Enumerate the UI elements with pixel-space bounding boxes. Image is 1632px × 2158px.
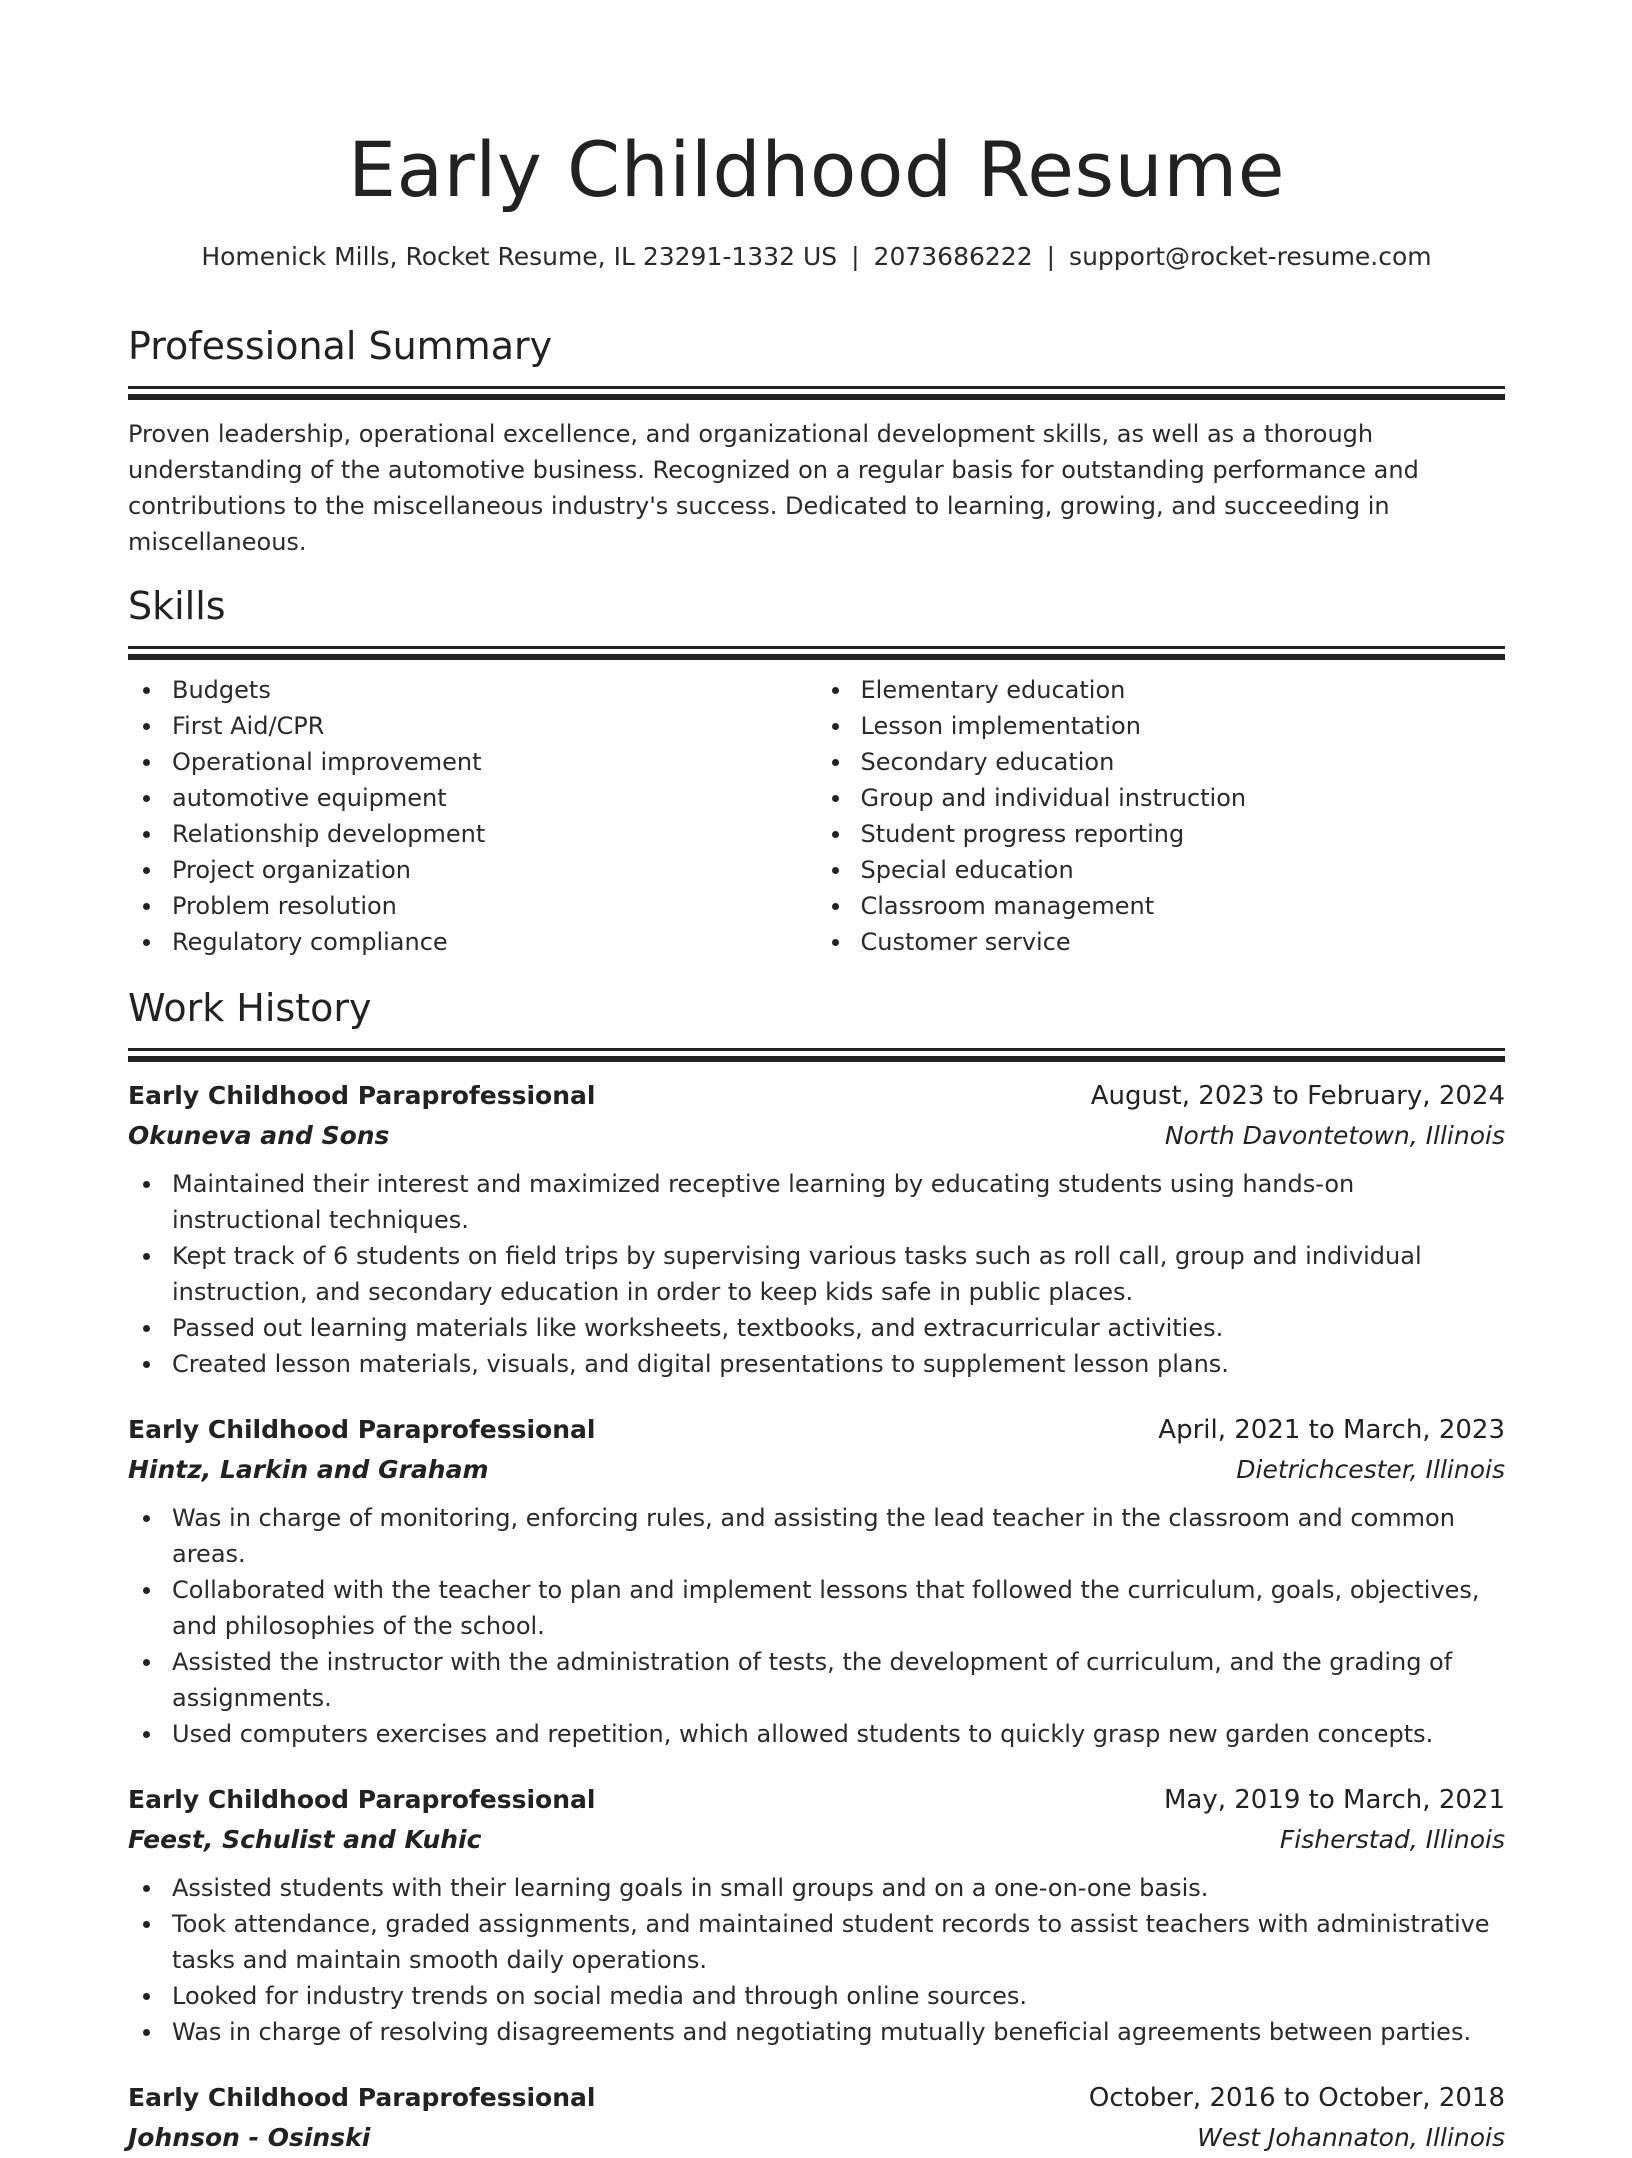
section-rule bbox=[128, 1048, 1505, 1051]
section-rule bbox=[128, 394, 1505, 400]
job-dates: April, 2021 to March, 2023 bbox=[1158, 1415, 1505, 1445]
skill-item: Secondary education bbox=[861, 744, 1506, 780]
section-rule bbox=[128, 646, 1505, 649]
job-header bbox=[128, 1410, 1505, 1450]
skill-item: Customer service bbox=[861, 924, 1506, 960]
job-entry bbox=[128, 1410, 1505, 1752]
job-bullets bbox=[128, 1870, 1505, 2050]
job-header bbox=[128, 1780, 1505, 1820]
skills-heading: Skills bbox=[128, 584, 226, 628]
job-title: Early Childhood Paraprofessional bbox=[128, 1785, 596, 1814]
job-company: Feest, Schulist and Kuhic bbox=[128, 1825, 482, 1854]
job-location: Dietrichcester, Illinois bbox=[1236, 1455, 1505, 1484]
job-bullet: Collaborated with the teacher to plan and implement lessons that followed the curriculum, goals, objectives, and philosophies of the school. bbox=[172, 1572, 1505, 1644]
resume-title: Early Childhood Resume bbox=[347, 125, 1286, 214]
job-bullet: Looked for industry trends on social media and through online sources. bbox=[172, 1978, 1505, 2014]
job-bullet: Was in charge of monitoring, enforcing rules, and assisting the lead teacher in the classroom and common areas. bbox=[172, 1500, 1505, 1572]
job-entry bbox=[128, 1076, 1505, 1382]
skill-item: Special education bbox=[861, 852, 1506, 888]
job-dates: May, 2019 to March, 2021 bbox=[1163, 1785, 1505, 1815]
job-bullet: Passed out learning materials like worksheets, textbooks, and extracurricular activities. bbox=[172, 1310, 1505, 1346]
job-bullets bbox=[128, 1500, 1505, 1752]
contact-separator: | bbox=[851, 242, 860, 271]
job-bullet: Kept track of 6 students on field trips by supervising various tasks such as roll call, group and individual instruction, and secondary education in order to keep kids safe in public places. bbox=[172, 1238, 1505, 1310]
job-company: Johnson - Osinski bbox=[128, 2123, 371, 2152]
job-dates: August, 2023 to February, 2024 bbox=[1090, 1081, 1505, 1111]
skills-section bbox=[128, 580, 1505, 960]
skill-item: First Aid/CPR bbox=[172, 708, 817, 744]
job-bullet: Used computers exercises and repetition, which allowed students to quickly grasp new garden concepts. bbox=[172, 1716, 1505, 1752]
job-bullet: Assisted students with their learning goals in small groups and on a one-on-one basis. bbox=[172, 1870, 1505, 1906]
skills-list-right bbox=[817, 672, 1506, 960]
job-subheader bbox=[128, 1820, 1505, 1860]
skill-item: Budgets bbox=[172, 672, 817, 708]
skill-item: Project organization bbox=[172, 852, 817, 888]
summary-heading: Professional Summary bbox=[128, 324, 553, 368]
work-history-heading: Work History bbox=[128, 986, 372, 1030]
job-company: Okuneva and Sons bbox=[128, 1121, 390, 1150]
summary-section bbox=[128, 320, 1505, 560]
job-bullet: Was in charge of resolving disagreements and negotiating mutually beneficial agreements between parties. bbox=[172, 2014, 1505, 2050]
job-entry bbox=[128, 1780, 1505, 2050]
job-subheader bbox=[128, 2118, 1505, 2158]
job-entry bbox=[128, 2078, 1505, 2158]
job-bullet: Assisted the instructor with the administration of tests, the development of curriculum, and the grading of assignments. bbox=[172, 1644, 1505, 1716]
job-bullet: Created lesson materials, visuals, and digital presentations to supplement lesson plans. bbox=[172, 1346, 1505, 1382]
job-subheader bbox=[128, 1116, 1505, 1156]
skill-item: Operational improvement bbox=[172, 744, 817, 780]
contact-separator: | bbox=[1046, 242, 1056, 271]
section-rule bbox=[128, 386, 1505, 389]
skill-item: Lesson implementation bbox=[861, 708, 1506, 744]
job-title: Early Childhood Paraprofessional bbox=[128, 2083, 596, 2112]
job-location: Fisherstad, Illinois bbox=[1279, 1825, 1505, 1854]
skill-item: Problem resolution bbox=[172, 888, 817, 924]
job-location: North Davontetown, Illinois bbox=[1164, 1121, 1505, 1150]
summary-text: Proven leadership, operational excellence, and organizational development skills, as well as a thorough understanding of the automotive business. Recognized on a regular basis for outstanding performance and contributions to the miscellaneous industry's success. Dedicated to learning, growing, and succeeding in miscellaneous. bbox=[128, 420, 1419, 556]
contact-line bbox=[128, 240, 1505, 274]
skills-list-left bbox=[128, 672, 817, 960]
job-header bbox=[128, 2078, 1505, 2118]
job-header bbox=[128, 1076, 1505, 1116]
skill-item: Student progress reporting bbox=[861, 816, 1506, 852]
section-rule bbox=[128, 654, 1505, 660]
contact-email: support@rocket-resume.com bbox=[1069, 242, 1432, 271]
job-bullet: Maintained their interest and maximized receptive learning by educating students using hands-on instructional techniques. bbox=[172, 1166, 1505, 1238]
skill-item: Group and individual instruction bbox=[861, 780, 1506, 816]
work-history-section bbox=[128, 982, 1505, 2158]
job-location: West Johannaton, Illinois bbox=[1197, 2123, 1505, 2152]
skill-item: Classroom management bbox=[861, 888, 1506, 924]
job-bullet: Took attendance, graded assignments, and maintained student records to assist teachers with administrative tasks and maintain smooth daily operations. bbox=[172, 1906, 1505, 1978]
skill-item: Elementary education bbox=[861, 672, 1506, 708]
skill-item: Regulatory compliance bbox=[172, 924, 817, 960]
skills-columns bbox=[128, 672, 1505, 960]
job-title: Early Childhood Paraprofessional bbox=[128, 1081, 596, 1110]
skill-item: Relationship development bbox=[172, 816, 817, 852]
skill-item: automotive equipment bbox=[172, 780, 817, 816]
contact-phone: 2073686222 bbox=[873, 242, 1033, 271]
contact-address: Homenick Mills, Rocket Resume, IL 23291-1332 US bbox=[201, 242, 838, 271]
section-rule bbox=[128, 1056, 1505, 1062]
job-title: Early Childhood Paraprofessional bbox=[128, 1415, 596, 1444]
job-company: Hintz, Larkin and Graham bbox=[128, 1455, 489, 1484]
job-bullets bbox=[128, 1166, 1505, 1382]
job-dates: October, 2016 to October, 2018 bbox=[1088, 2083, 1505, 2113]
job-subheader bbox=[128, 1450, 1505, 1490]
